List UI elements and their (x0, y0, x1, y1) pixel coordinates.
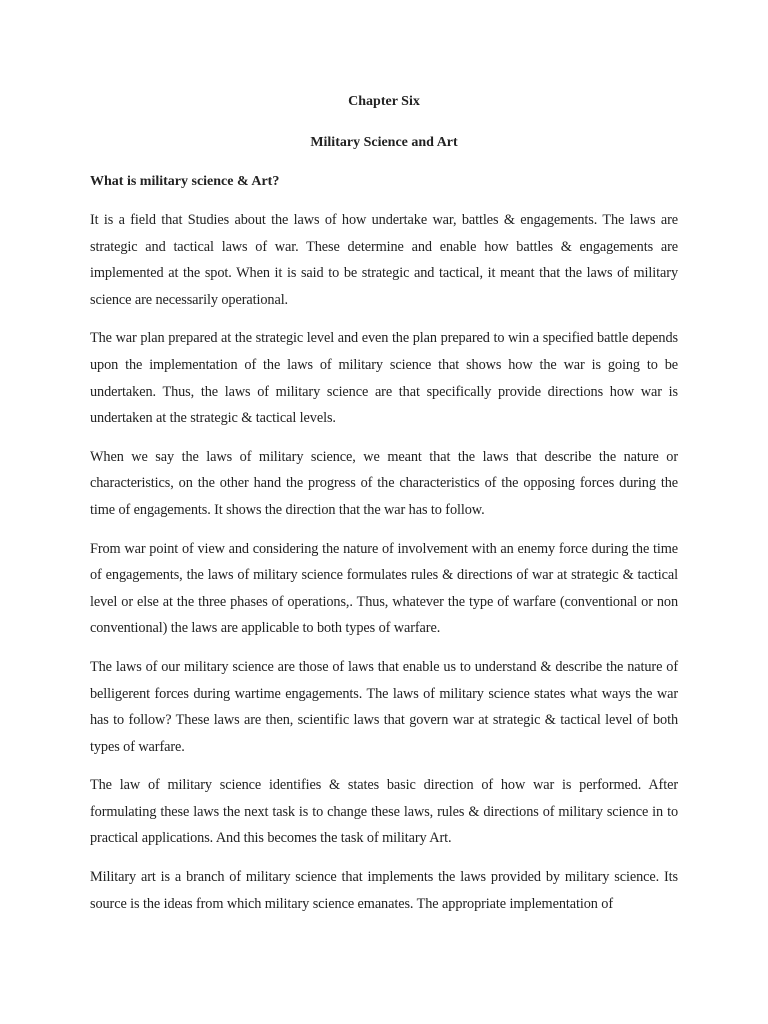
body-text (90, 207, 678, 929)
paragraph-6: The law of military science identifies & states basic direction of how war is performed. After formulating these laws the next task is to change these laws, rules & directions of military science in to practical applications. And this becomes the task of military Art. (90, 777, 678, 847)
paragraph-7: Military art is a branch of military science that implements the laws provided by military science. Its source is the ideas from which military science emanates. The appropriate implementation of (90, 869, 678, 912)
question-heading: What is military science & Art? (90, 174, 280, 189)
paragraph-2: The war plan prepared at the strategic level and even the plan prepared to win a specified battle depends upon the implementation of the laws of military science that shows how the war is going to be undertaken. Thus, the laws of military science are that specifically provide directions how war is undertaken at the strategic & tactical levels. (90, 330, 678, 427)
paragraph-5: The laws of our military science are those of laws that enable us to understand & describe the nature of belligerent forces during wartime engagements. The laws of military science states what ways the war has to follow? These laws are then, scientific laws that govern war at strategic & tactical level of both types of warfare. (90, 658, 678, 755)
section-title: Military Science and Art (310, 135, 458, 150)
paragraph-1: It is a field that Studies about the laws of how undertake war, battles & engagements. The laws are strategic and tactical laws of war. These determine and enable how battles & engagements are implemented at the spot. When it is said to be strategic and tactical, it meant that the laws of military science are necessarily operational. (90, 212, 678, 308)
chapter-title: Chapter Six (348, 94, 420, 109)
paragraph-4: From war point of view and considering the nature of involvement with an enemy force during the time of engagements, the laws of military science formulates rules & directions of war at strategic & tactical level or else at the three phases of operations,. Thus, whatever the type of warfare (conventional or non conventional) the laws are applicable to both types of warfare. (90, 540, 678, 637)
paragraph-3: When we say the laws of military science, we meant that the laws that describe the nature or characteristics, on the other hand the progress of the characteristics of the opposing forces during the time of engagements. It shows the direction that the war has to follow. (90, 448, 678, 518)
